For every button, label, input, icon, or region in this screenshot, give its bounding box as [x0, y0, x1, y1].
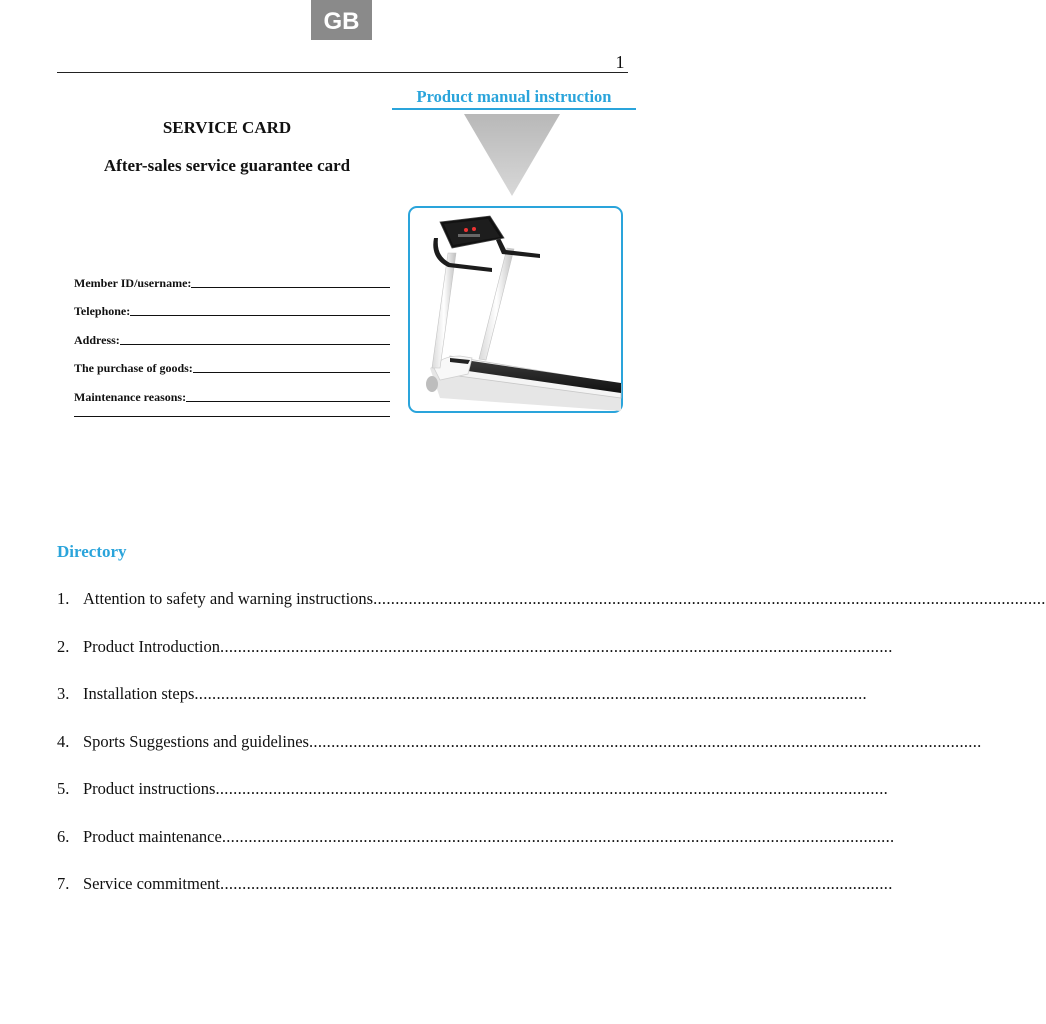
- directory-heading: Directory: [57, 542, 127, 561]
- field-label: Member ID/username:: [74, 275, 192, 290]
- toc-label: Sports Suggestions and guidelines: [83, 731, 309, 751]
- toc-leader-dots: ........................................................................................................................................................: [221, 826, 895, 846]
- toc-leader-dots: ........................................................................................................................................................: [308, 731, 982, 751]
- toc-leader-dots: ........................................................................................................................................................: [215, 779, 889, 798]
- toc-item-product-maintenance[interactable]: [57, 826, 895, 875]
- field-label: The purchase of goods:: [74, 361, 193, 376]
- toc-label: Product instructions: [83, 779, 216, 798]
- toc-number: 5.: [57, 779, 70, 798]
- toc-label: Service commitment: [83, 874, 221, 893]
- address-field[interactable]: [74, 319, 390, 348]
- maintenance-reasons-line[interactable]: [186, 387, 390, 402]
- table-of-contents: [57, 589, 1046, 922]
- field-label: Address:: [74, 332, 120, 347]
- toc-item-sports-suggestions[interactable]: [57, 731, 982, 780]
- toc-number: 6.: [57, 826, 70, 846]
- toc-item-product-introduction[interactable]: [57, 636, 893, 685]
- member-id-line[interactable]: [191, 273, 390, 288]
- service-card-title: SERVICE CARD: [162, 118, 292, 137]
- service-card-form: [74, 262, 390, 405]
- toc-number: 2.: [57, 636, 70, 656]
- field-label: Maintenance reasons:: [74, 389, 187, 404]
- maintenance-reasons-field[interactable]: [74, 376, 390, 405]
- toc-label: Installation steps: [83, 684, 195, 703]
- product-image-frame: [408, 206, 623, 413]
- pointer-triangle-icon: [464, 114, 560, 196]
- page-number: 1: [612, 52, 628, 73]
- toc-leader-dots: ........................................................................................................................................................: [220, 636, 893, 656]
- toc-leader-dots: ........................................................................................................................................................: [220, 874, 893, 893]
- field-label: Telephone:: [74, 304, 131, 319]
- toc-item-product-instructions[interactable]: [57, 779, 889, 827]
- toc-leader-dots: ........................................................................................................................................................: [373, 589, 1046, 608]
- toc-label: Product Introduction: [83, 636, 221, 656]
- language-badge: GB: [311, 0, 372, 40]
- toc-number: 7.: [57, 874, 70, 893]
- toc-number: 3.: [57, 684, 70, 703]
- telephone-field[interactable]: [74, 291, 390, 320]
- toc-item-service-commitment[interactable]: [57, 874, 893, 922]
- service-card-subtitle: After-sales service guarantee card: [103, 156, 351, 175]
- manual-title: Product manual instruction: [392, 87, 636, 110]
- address-line[interactable]: [120, 330, 390, 345]
- treadmill-illustration-icon: [410, 208, 621, 411]
- toc-item-installation[interactable]: [57, 684, 867, 732]
- toc-label: Product maintenance: [83, 826, 222, 846]
- telephone-line[interactable]: [130, 301, 390, 316]
- toc-item-safety[interactable]: [57, 589, 1046, 637]
- purchase-field[interactable]: [74, 348, 390, 377]
- toc-number: 4.: [57, 731, 70, 751]
- extra-blank-line[interactable]: [74, 416, 390, 417]
- header-rule: [57, 72, 625, 73]
- toc-leader-dots: ........................................................................................................................................................: [194, 684, 867, 703]
- purchase-line[interactable]: [193, 358, 390, 373]
- toc-number: 1.: [57, 589, 70, 608]
- member-id-field[interactable]: [74, 262, 390, 291]
- toc-label: Attention to safety and warning instructions: [83, 589, 374, 608]
